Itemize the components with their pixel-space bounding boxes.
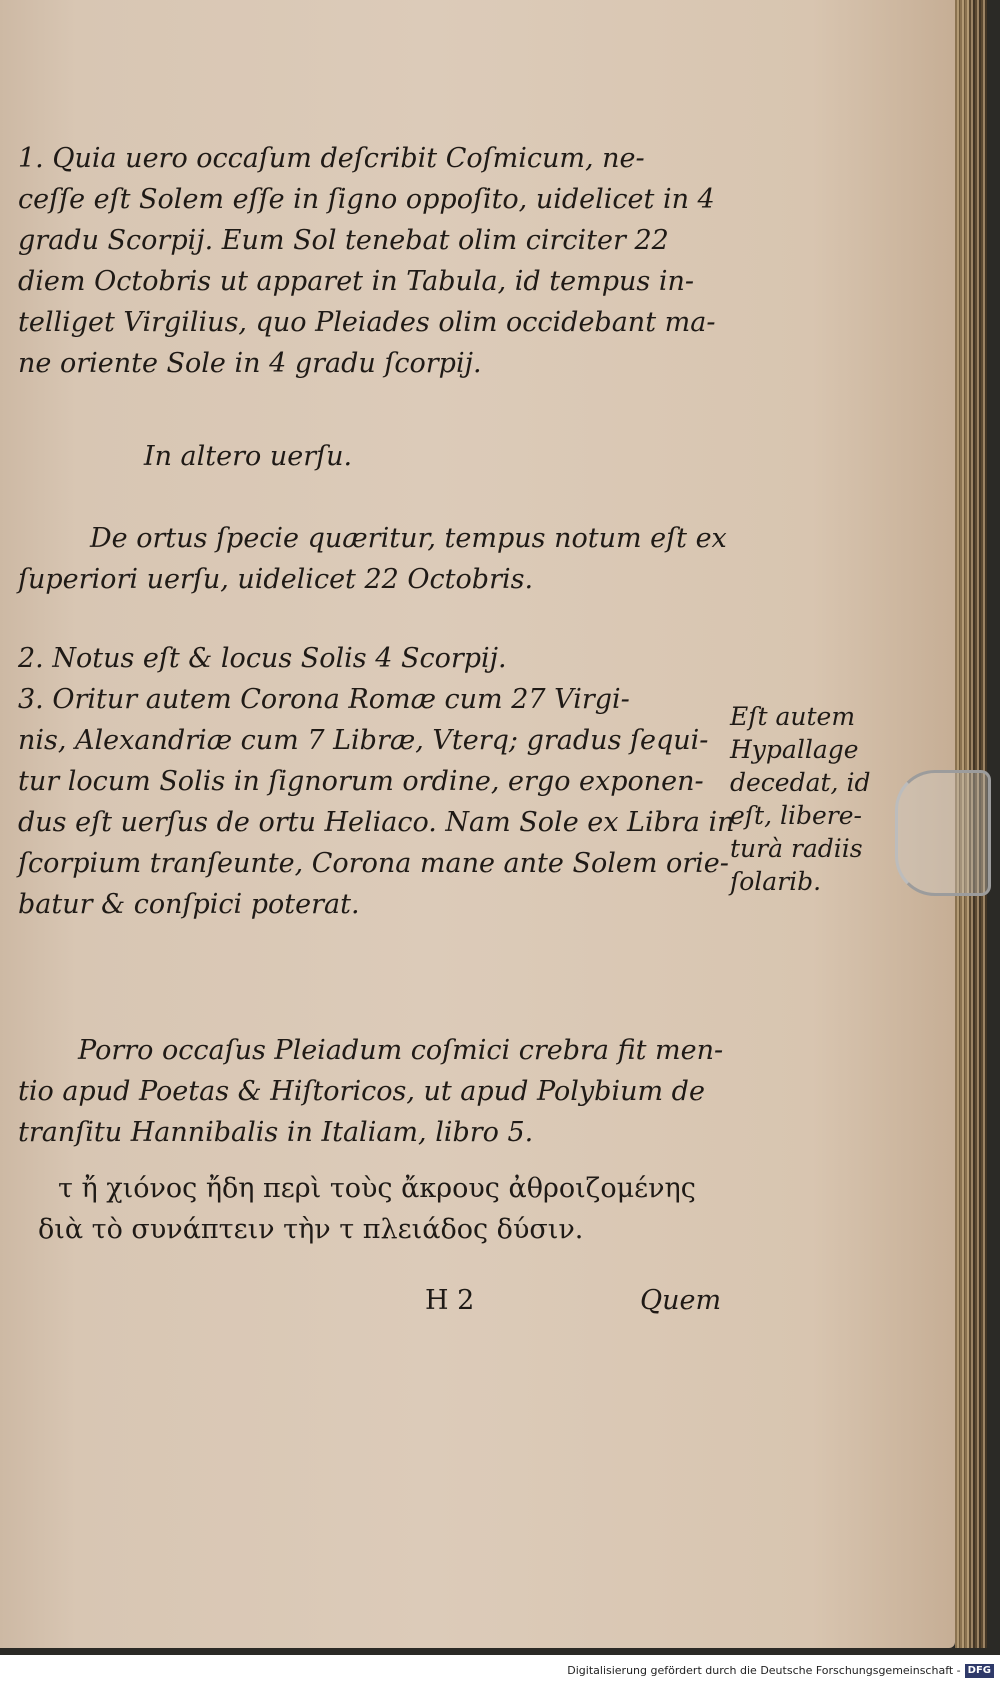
text-line: diem Octobris ut apparet in Tabula, id tempus in- [18,266,694,297]
digitization-footer [0,1655,1000,1686]
catchword: Quem [640,1285,722,1316]
paragraph-3 [18,638,738,925]
text-line: decedat, id [730,768,871,797]
text-line: τ ἤ χιόνος ἤδη περὶ τοὺς ἄκρους ἀθροιζομένης [58,1173,696,1204]
text-line: 2. Notus eſt & locus Solis 4 Scorpij. [18,643,507,674]
text-line: διὰ τὸ συνάπτειν τὴν τ πλειάδος δύσιν. [38,1214,584,1245]
text-line: tur locum Solis in ſignorum ordine, ergo exponen- [18,766,704,797]
page-clip [895,770,991,896]
paragraph-4 [18,1030,738,1153]
footer-text: Digitalisierung gefördert durch die Deutsche Forschungsgemeinschaft - [567,1664,961,1677]
marginal-note [730,700,880,898]
text-line: batur & conſpici poterat. [18,889,360,920]
text-line: telliget Virgilius, quo Pleiades olim occidebant ma- [18,307,716,338]
text-line: turà radiis [730,834,863,863]
text-line: ſcorpium tranſeunte, Corona mane ante Solem orie- [18,848,729,879]
text-line: tranſitu Hannibalis in Italiam, libro 5. [18,1117,534,1148]
text-line: Porro occaſus Pleiadum coſmici crebra fit men- [78,1035,724,1066]
text-line: ceſſe eſt Solem eſſe in ſigno oppoſito, uidelicet in 4 [18,184,715,215]
signature-mark: H 2 [425,1285,475,1316]
text-line: ſolarib. [730,867,822,896]
dfg-logo: DFG [965,1664,994,1678]
text-line: gradu Scorpij. Eum Sol tenebat olim circiter 22 [18,225,669,256]
text-line: eſt, libere- [730,801,862,830]
text-line: ne oriente Sole in 4 gradu ſcorpij. [18,348,482,379]
paragraph-2 [18,518,738,600]
text-line: nis, Alexandriæ cum 7 Libræ, Vterq; gradus ſequi- [18,725,709,756]
text-line: ſuperiori uerſu, uidelicet 22 Octobris. [18,564,534,595]
text-line: tio apud Poetas & Hiſtoricos, ut apud Polybium de [18,1076,705,1107]
paragraph-1 [18,138,738,384]
section-heading: In altero uerſu. [143,441,353,472]
text-line: 3. Oritur autem Corona Romæ cum 27 Virgi- [18,684,630,715]
text-line: dus eſt uerſus de ortu Heliaco. Nam Sole ex Libra in [18,807,735,838]
text-line: Eſt autem [730,702,856,731]
text-line: De ortus ſpecie quæritur, tempus notum eſt ex [90,523,727,554]
greek-quotation [18,1168,738,1250]
text-line: 1. Quia uero occaſum deſcribit Coſmicum, ne- [18,143,645,174]
text-line: Hypallage [730,735,859,764]
